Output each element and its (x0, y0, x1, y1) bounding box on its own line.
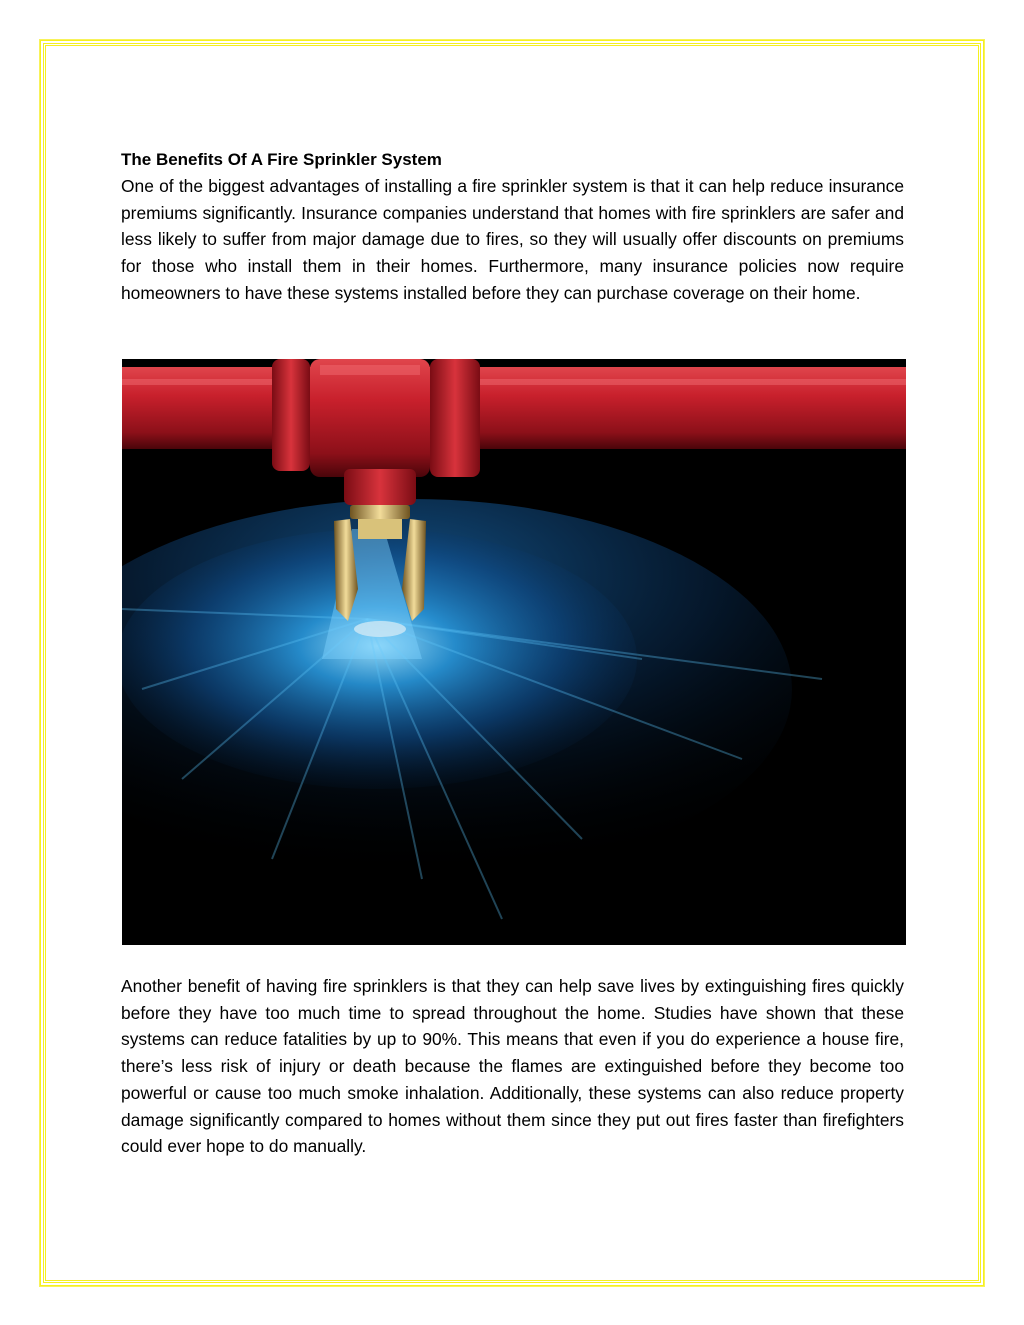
sprinkler-illustration (122, 359, 906, 945)
fire-sprinkler-photo (122, 359, 906, 945)
paragraph-insurance: One of the biggest advantages of installing a fire sprinkler system is that it can help reduce insurance premiums significantly. Insurance companies understand that homes with fire sprinklers are safer and less likely to suffer from major damage due to fires, so they will usually offer discounts on premiums for those who install them in their homes. Furthermore, many insurance policies now require homeowners to have these systems installed before they can purchase coverage on their home. (121, 176, 904, 303)
document-body (121, 147, 904, 307)
document-body-continued (121, 973, 904, 1160)
paragraph-lives: Another benefit of having fire sprinklers is that they can help save lives by extinguishing fires quickly before they have too much time to spread throughout the home. Studies have shown that these systems can reduce fatalities by up to 90%. This means that even if you do experience a house fire, there’s less risk of injury or death because the flames are extinguished before they become too powerful or cause too much smoke inhalation. Additionally, these systems can also reduce property damage significantly compared to homes without them since they put out fires faster than firefighters could ever hope to do manually. (121, 976, 904, 1157)
document-heading: The Benefits Of A Fire Sprinkler System (121, 150, 442, 169)
